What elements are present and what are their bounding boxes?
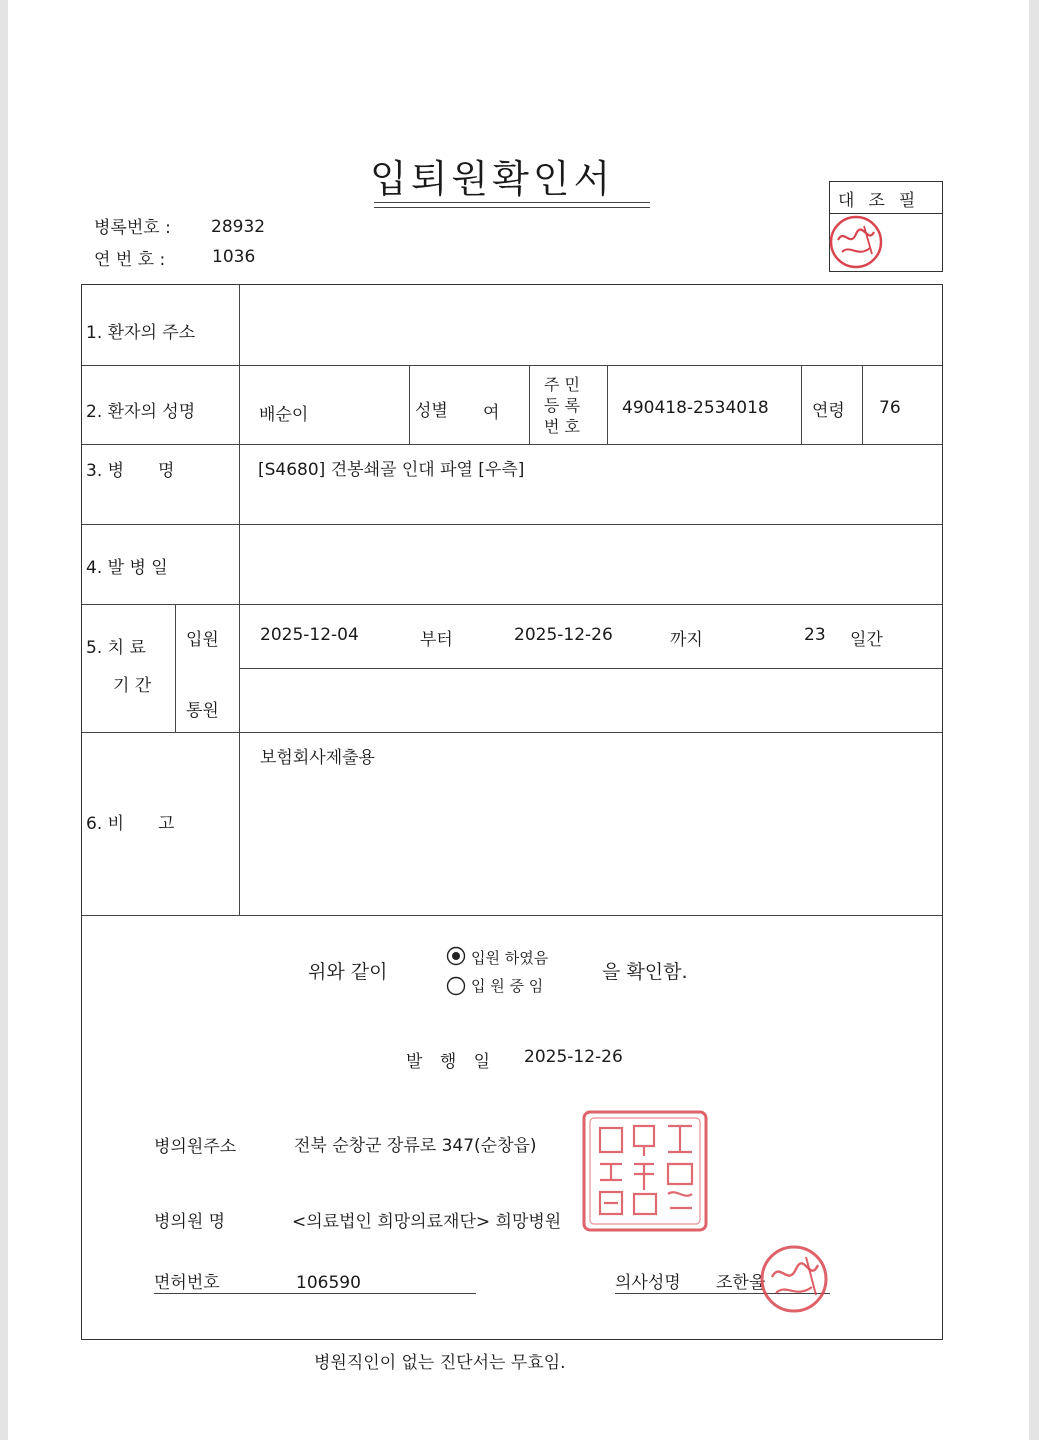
hospital-address-label: 병의원주소 xyxy=(154,1137,237,1157)
treatment-period-label-2: 기 간 xyxy=(113,676,152,696)
license-value: 106590 xyxy=(296,1273,361,1293)
address-label: 1. 환자의 주소 xyxy=(86,323,196,343)
option-in-hospital-label: 입 원 중 임 xyxy=(471,977,544,995)
verification-box xyxy=(829,181,943,272)
hospital-official-seal xyxy=(580,1108,710,1234)
remarks-value: 보험회사제출용 xyxy=(260,748,375,768)
age-label: 연령 xyxy=(812,401,845,421)
scan-edge-left xyxy=(0,0,8,1440)
admission-form-table xyxy=(81,284,943,1340)
record-no-label: 병록번호 : xyxy=(94,218,171,238)
record-no-value: 28932 xyxy=(211,217,266,237)
from-label: 부터 xyxy=(420,630,453,650)
to-label: 까지 xyxy=(670,630,703,650)
gender-value: 여 xyxy=(483,403,500,423)
doctor-signature-seal xyxy=(820,214,900,274)
patient-name-label: 2. 환자의 성명 xyxy=(86,402,196,422)
footer-note: 병원직인이 없는 진단서는 무효임. xyxy=(314,1353,566,1373)
inpatient-from: 2025-12-04 xyxy=(260,625,359,645)
license-underline xyxy=(154,1293,476,1294)
diagnosis-label: 3. 병 명 xyxy=(86,461,175,481)
doctor-name-value: 조한울 xyxy=(716,1273,766,1293)
issue-date-value: 2025-12-26 xyxy=(524,1047,623,1067)
confirmation-suffix: 을 확인함. xyxy=(602,961,688,983)
age-value: 76 xyxy=(879,398,901,418)
inpatient-days: 23 xyxy=(804,625,826,645)
option-in-hospital-radio xyxy=(446,976,466,996)
days-label: 일간 xyxy=(850,630,883,650)
verification-label: 대조필 xyxy=(838,191,930,211)
option-admitted-radio-selected xyxy=(446,946,466,966)
confirmation-prefix: 위와 같이 xyxy=(308,961,388,983)
remarks-label: 6. 비 고 xyxy=(86,814,175,834)
option-admitted-label: 입원 하였음 xyxy=(471,949,549,967)
diagnosis-value: [S4680] 견봉쇄골 인대 파열 [우측] xyxy=(258,460,525,480)
hospital-name-label: 병의원 명 xyxy=(154,1212,226,1232)
treatment-period-label: 5. 치 료 xyxy=(86,638,146,658)
outpatient-label: 통원 xyxy=(186,701,219,721)
patient-name-value: 배순이 xyxy=(259,405,309,425)
inpatient-to: 2025-12-26 xyxy=(514,625,613,645)
rrn-label: 주 민 등 록 번 호 xyxy=(544,375,580,436)
document-title: 입퇴원확인서 xyxy=(370,157,615,201)
doctor-name-label: 의사성명 xyxy=(615,1273,681,1293)
doctor-seal xyxy=(752,1243,840,1319)
onset-label: 4. 발 병 일 xyxy=(86,558,168,578)
hospital-address-value: 전북 순창군 장류로 347(순창읍) xyxy=(294,1136,537,1156)
title-underline-double xyxy=(374,207,650,208)
scan-edge-right xyxy=(1029,0,1039,1440)
license-label: 면허번호 xyxy=(154,1273,220,1293)
issue-date-label: 발 행 일 xyxy=(406,1052,497,1072)
rrn-value: 490418-2534018 xyxy=(622,398,769,418)
title-underline xyxy=(374,202,650,203)
inpatient-label: 입원 xyxy=(186,630,219,650)
serial-no-value: 1036 xyxy=(212,247,256,267)
serial-no-label: 연 번 호 : xyxy=(94,250,166,270)
gender-label: 성별 xyxy=(415,401,448,421)
hospital-name-value: <의료법인 희망의료재단> 희망병원 xyxy=(292,1212,562,1232)
